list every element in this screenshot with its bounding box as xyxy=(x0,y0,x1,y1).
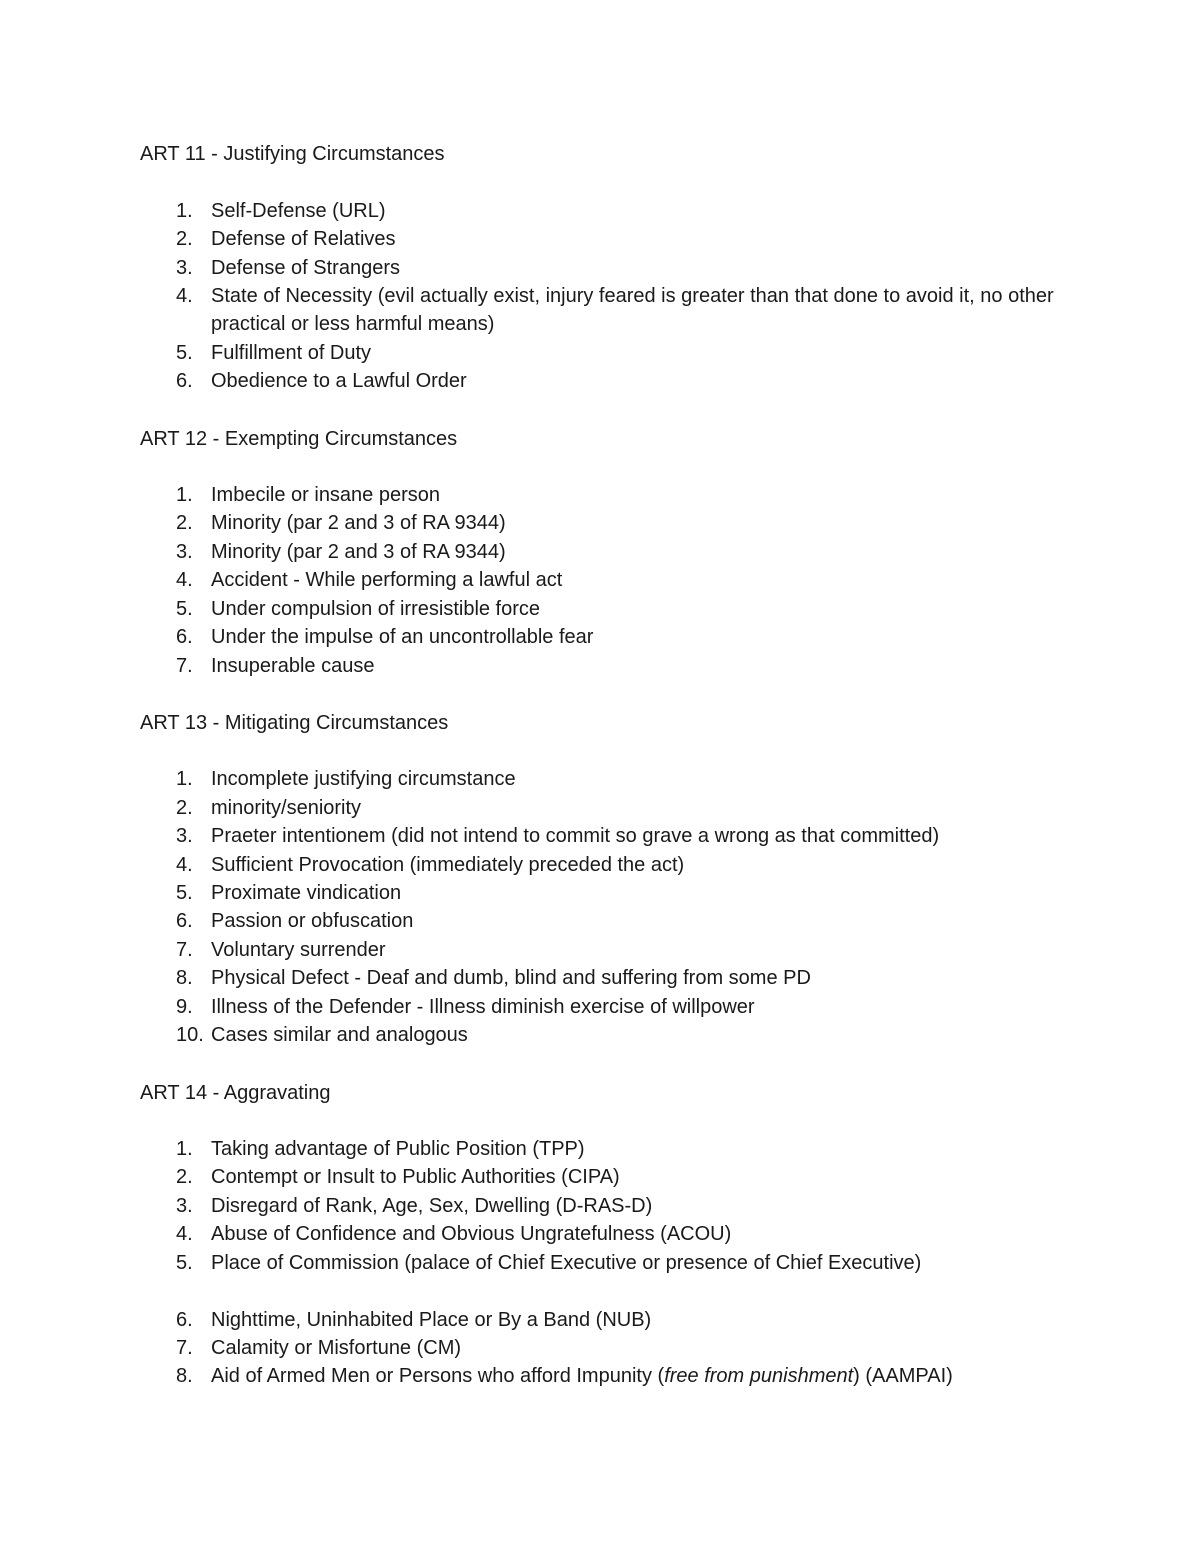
section-heading-art-11: ART 11 - Justifying Circumstances xyxy=(140,143,445,165)
list-text: Passion or obfuscation xyxy=(211,910,414,932)
list-text: Illness of the Defender - Illness diminish exercise of willpower xyxy=(211,996,755,1018)
list-text: Accident - While performing a lawful act xyxy=(211,569,563,591)
list-number: 5. xyxy=(176,598,193,620)
list-text: Voluntary surrender xyxy=(211,939,386,961)
list-text: Self-Defense (URL) xyxy=(211,200,386,222)
list-number: 4. xyxy=(176,1223,193,1245)
list-number: 1. xyxy=(176,200,193,222)
list-number: 6. xyxy=(176,1309,193,1331)
list-number: 6. xyxy=(176,910,193,932)
list-text: Physical Defect - Deaf and dumb, blind and suffering from some PD xyxy=(211,967,811,989)
list-text: Calamity or Misfortune (CM) xyxy=(211,1337,462,1359)
list-number: 7. xyxy=(176,939,193,961)
list-text: Under the impulse of an uncontrollable fear xyxy=(211,626,594,648)
list-text: Under compulsion of irresistible force xyxy=(211,598,541,620)
list-text: Cases similar and analogous xyxy=(211,1024,468,1046)
list-number: 3. xyxy=(176,541,193,563)
list-number: 5. xyxy=(176,342,193,364)
list-number: 1. xyxy=(176,484,193,506)
list-number: 7. xyxy=(176,1337,193,1359)
list-number: 7. xyxy=(176,655,193,677)
list-text: minority/seniority xyxy=(211,797,362,819)
list-text: Minority (par 2 and 3 of RA 9344) xyxy=(211,512,506,534)
list-number: 2. xyxy=(176,797,193,819)
list-text: Taking advantage of Public Position (TPP) xyxy=(211,1138,585,1160)
list-text: Disregard of Rank, Age, Sex, Dwelling (D-RAS-D) xyxy=(211,1195,653,1217)
section-heading-art-14: ART 14 - Aggravating xyxy=(140,1082,331,1104)
list-text-italic: free from punishment xyxy=(664,1365,854,1387)
list-text xyxy=(211,1362,1071,1390)
list-text-part: Aid of Armed Men or Persons who afford Impunity ( xyxy=(211,1365,665,1387)
list-number: 3. xyxy=(176,257,193,279)
list-number: 8. xyxy=(176,967,193,989)
list-text: Sufficient Provocation (immediately preceded the act) xyxy=(211,854,685,876)
section-heading-art-13: ART 13 - Mitigating Circumstances xyxy=(140,712,449,734)
list-text: Imbecile or insane person xyxy=(211,484,441,506)
list-number: 3. xyxy=(176,825,193,847)
list-number: 4. xyxy=(176,285,193,307)
list-number: 8. xyxy=(176,1365,193,1387)
list-number: 2. xyxy=(176,1166,193,1188)
list-text: Proximate vindication xyxy=(211,882,402,904)
list-text: Defense of Relatives xyxy=(211,228,396,250)
list-number: 1. xyxy=(176,768,193,790)
list-number: 5. xyxy=(176,882,193,904)
list-number: 4. xyxy=(176,854,193,876)
list-text: Incomplete justifying circumstance xyxy=(211,768,516,790)
list-number: 9. xyxy=(176,996,193,1018)
list-number: 4. xyxy=(176,569,193,591)
list-text: Abuse of Confidence and Obvious Ungratefulness (ACOU) xyxy=(211,1223,732,1245)
list-text: Minority (par 2 and 3 of RA 9344) xyxy=(211,541,506,563)
list-number: 10. xyxy=(176,1024,204,1046)
list-text: Praeter intentionem (did not intend to commit so grave a wrong as that committed) xyxy=(211,825,940,847)
list-text: Contempt or Insult to Public Authorities (CIPA) xyxy=(211,1166,620,1188)
list-text: Nighttime, Uninhabited Place or By a Band (NUB) xyxy=(211,1309,652,1331)
list-text: Place of Commission (palace of Chief Executive or presence of Chief Executive) xyxy=(211,1252,922,1274)
list-text: Defense of Strangers xyxy=(211,257,400,279)
list-number: 3. xyxy=(176,1195,193,1217)
list-number: 5. xyxy=(176,1252,193,1274)
list-text: Insuperable cause xyxy=(211,655,375,677)
list-text: Obedience to a Lawful Order xyxy=(211,370,467,392)
list-number: 6. xyxy=(176,626,193,648)
list-number: 2. xyxy=(176,512,193,534)
list-text-part: ) (AAMPAI) xyxy=(853,1365,953,1387)
list-number: 1. xyxy=(176,1138,193,1160)
list-number: 2. xyxy=(176,228,193,250)
list-number: 6. xyxy=(176,370,193,392)
list-text: Fulfillment of Duty xyxy=(211,342,372,364)
list-text: State of Necessity (evil actually exist, injury feared is greater than that done to avoid it, no other practical or less harmful means) xyxy=(211,285,1054,336)
section-heading-art-12: ART 12 - Exempting Circumstances xyxy=(140,428,458,450)
